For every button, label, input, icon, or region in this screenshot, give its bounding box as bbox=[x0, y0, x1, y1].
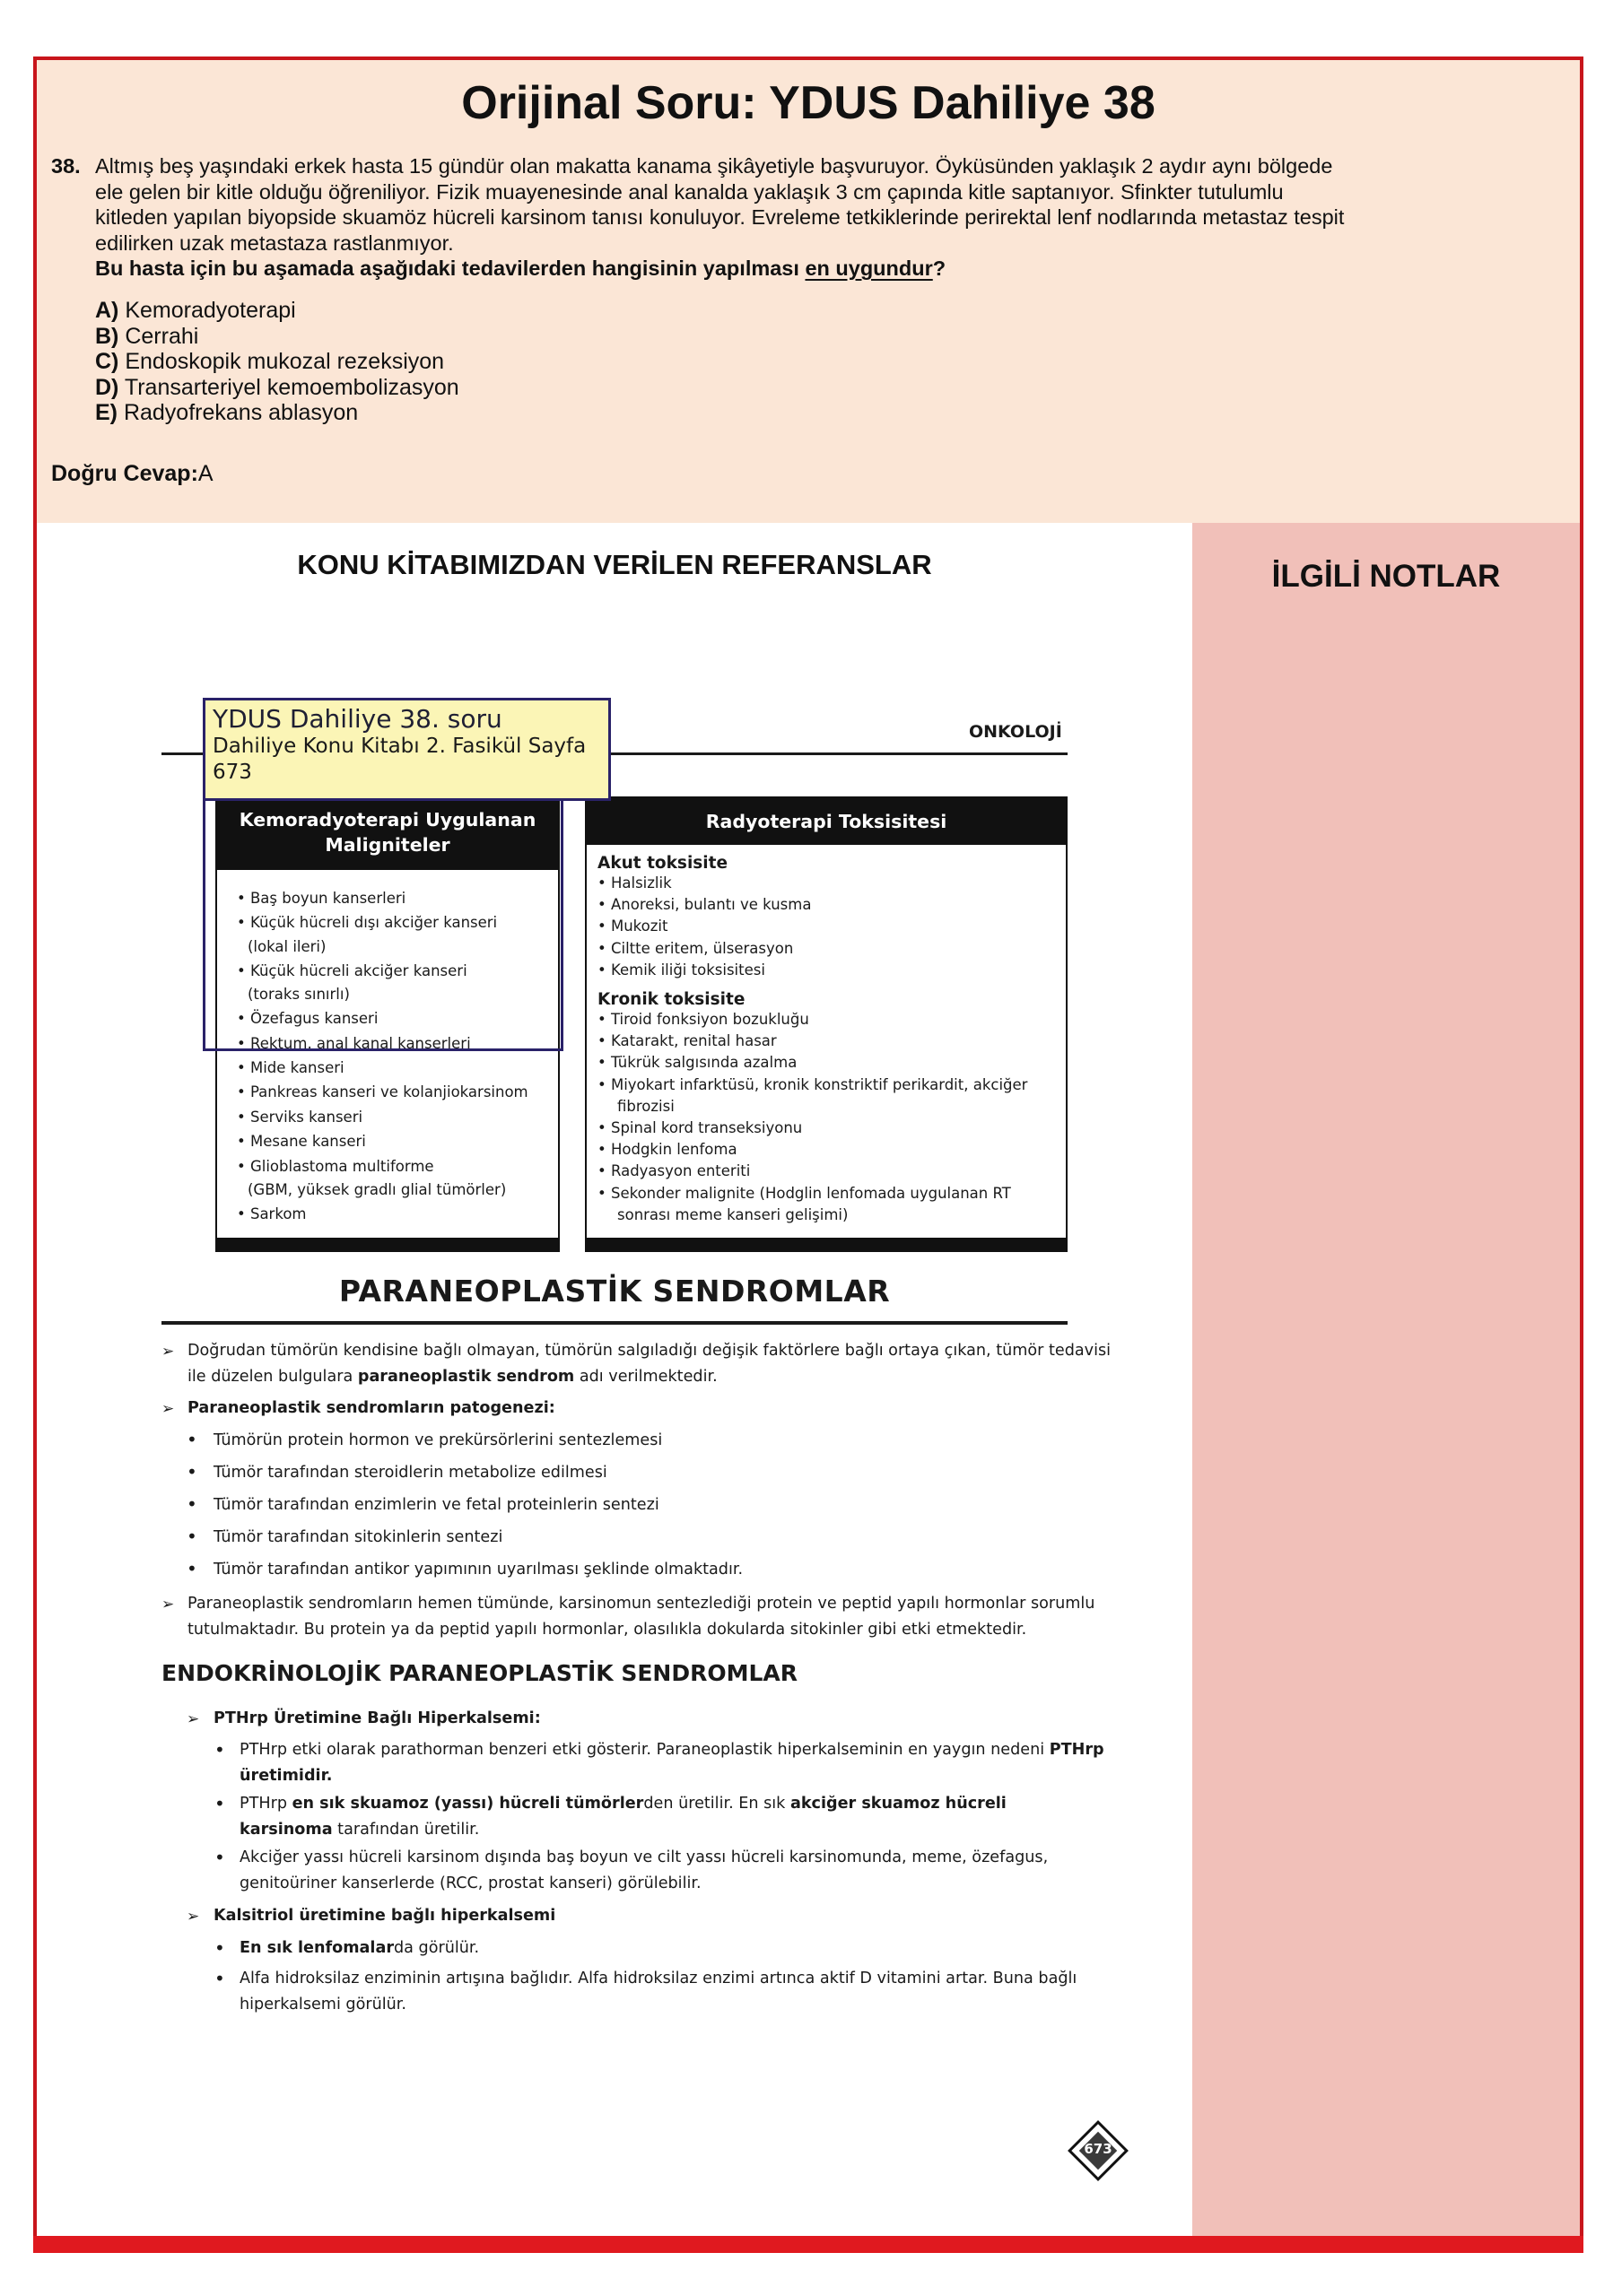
text-line: Doğrudan tümörün kendisine bağlı olmayan, tümörün salgıladığı değişik faktörlere bağlı ortaya çıkan, tümör tedavisi bbox=[187, 1342, 1112, 1360]
option-text: Endoskopik mukozal rezeksiyon bbox=[118, 349, 445, 374]
text-bold: Paraneoplastik sendromların patogenezi: bbox=[187, 1399, 555, 1417]
list-item: • Miyokart infarktüsü, kronik konstriktif perikardit, akciğer bbox=[597, 1075, 1028, 1093]
arrow-bullet-icon: ➢ bbox=[161, 1400, 175, 1418]
list-item-cont: (lokal ileri) bbox=[248, 937, 327, 955]
text-line bbox=[214, 1903, 555, 1929]
list-item: • Mesane kanseri bbox=[237, 1133, 366, 1151]
arrow-bullet-icon: ➢ bbox=[161, 1596, 175, 1613]
reference-highlight bbox=[203, 798, 563, 1051]
text-line bbox=[240, 1737, 1104, 1763]
list-item: • Rektum, anal kanal kanserleri bbox=[237, 1034, 471, 1052]
page-number: 673 bbox=[1084, 2141, 1112, 2157]
option-letter: C) bbox=[95, 349, 119, 374]
list-item: • Katarakt, renital hasar bbox=[597, 1032, 777, 1050]
question-text bbox=[51, 153, 1558, 282]
list-item: • Sekonder malignite (Hodglin lenfomada uygulanan RT bbox=[597, 1184, 1011, 1202]
option-text: Kemoradyoterapi bbox=[118, 298, 296, 323]
answer-label: Doğru Cevap: bbox=[51, 461, 198, 486]
text-line: Tümör tarafından steroidlerin metabolize edilmesi bbox=[214, 1464, 607, 1482]
option-b[interactable] bbox=[95, 324, 459, 350]
option-letter: B) bbox=[95, 323, 119, 349]
text-line bbox=[214, 1706, 541, 1732]
text-line bbox=[240, 1935, 479, 1961]
list-item: • Kemik iliği toksisitesi bbox=[597, 961, 765, 978]
bullet-icon: • bbox=[187, 1558, 197, 1579]
reference-label-page: 673 bbox=[213, 761, 252, 784]
text: da görülür. bbox=[394, 1939, 480, 1957]
endocrine-title: ENDOKRİNOLOJİK PARANEOPLASTİK SENDROMLAR bbox=[161, 1660, 798, 1686]
bullet-icon: • bbox=[187, 1493, 197, 1515]
text-line: genitoüriner kanserlerde (RCC, prostat kanseri) görülebilir. bbox=[240, 1874, 702, 1892]
option-e[interactable] bbox=[95, 400, 459, 426]
option-d[interactable] bbox=[95, 375, 459, 401]
bottom-bar bbox=[33, 2236, 1583, 2253]
section-label: ONKOLOJİ bbox=[969, 722, 1062, 742]
reference-label-line: Dahiliye Konu Kitabı 2. Fasikül Sayfa bbox=[213, 735, 587, 758]
option-a[interactable] bbox=[95, 298, 459, 324]
text: adı verilmektedir. bbox=[574, 1368, 718, 1386]
text: PTHrp bbox=[240, 1795, 292, 1813]
list-item: • Tiroid fonksiyon bozukluğu bbox=[597, 1011, 809, 1029]
list-item bbox=[597, 1205, 1066, 1226]
text-bold: paraneoplastik sendrom bbox=[357, 1368, 575, 1386]
question-line: Altmış beş yaşındaki erkek hasta 15 gündür olan makatta kanama şikâyetiyle başvuruyor. Öyküsünden yaklaşık 2 aydır aynı bölgede bbox=[95, 154, 1333, 178]
question-line: ele gelen bir kitle olduğu öğreniliyor. Fizik muayenesinde anal kanalda yaklaşık 3 cm çapında kitle saptanıyor. Sfinkter tutulumlu bbox=[95, 179, 1284, 204]
list-item: • Anoreksi, bulantı ve kusma bbox=[597, 896, 812, 914]
text-line bbox=[240, 1817, 479, 1843]
prompt-emphasis: en uygundur bbox=[805, 257, 933, 280]
text: den üretilir. En sık bbox=[643, 1795, 790, 1813]
list-item: • Küçük hücreli akciğer kanseri bbox=[237, 961, 467, 979]
list-item: • Spinal kord transeksiyonu bbox=[597, 1119, 803, 1137]
text-line bbox=[187, 1364, 718, 1390]
text-bold: Kalsitriol üretimine bağlı hiperkalsemi bbox=[214, 1907, 556, 1925]
text-line: Tümörün protein hormon ve prekürsörlerini sentezlemesi bbox=[214, 1431, 663, 1449]
list-item: • Hodgkin lenfoma bbox=[597, 1141, 737, 1159]
list-item-cont: fibrozisi bbox=[617, 1097, 675, 1115]
option-text: Radyofrekans ablasyon bbox=[118, 400, 359, 425]
question-number: 38. bbox=[51, 154, 81, 178]
bullet-icon: • bbox=[187, 1429, 197, 1450]
option-letter: E) bbox=[95, 400, 118, 425]
box-footer bbox=[217, 1238, 558, 1250]
list-item-cont: sonrası meme kanseri gelişimi) bbox=[617, 1205, 849, 1223]
answer-options bbox=[95, 298, 459, 426]
prompt-text: Bu hasta için bu aşamada aşağıdaki tedavilerden hangisinin yapılması bbox=[95, 257, 806, 280]
bullet-icon: • bbox=[187, 1526, 197, 1547]
option-letter: A) bbox=[95, 298, 119, 323]
list-item: • Halsizlik bbox=[597, 874, 672, 891]
text-bold: karsinoma bbox=[240, 1821, 333, 1839]
bullet-icon: • bbox=[214, 1847, 225, 1868]
box-header: Radyoterapi Toksisitesi bbox=[587, 798, 1066, 845]
bullet-icon: • bbox=[214, 1968, 225, 1989]
text-line: tutulmaktadır. Bu protein ya da peptid yapılı hormonlar, olasılıkla dokularda sitokinler gibi etki etmektedir. bbox=[187, 1621, 1027, 1639]
text-line: Akciğer yassı hücreli karsinom dışında baş boyun ve cilt yassı hücreli karsinomunda, meme, özefagus, bbox=[240, 1848, 1049, 1866]
list-item: • Radyasyon enteriti bbox=[597, 1162, 751, 1180]
list-item: • Özefagus kanseri bbox=[237, 1010, 379, 1028]
list-item bbox=[237, 1178, 558, 1202]
chronic-list bbox=[587, 1009, 1066, 1226]
text-line: hiperkalsemi görülür. bbox=[240, 1996, 406, 2013]
question-line: edilirken uzak metastaza rastlanmıyor. bbox=[95, 230, 454, 255]
chronic-title: Kronik toksisite bbox=[597, 990, 746, 1010]
bullet-icon: • bbox=[187, 1461, 197, 1483]
list-item: • Ciltte eritem, ülserasyon bbox=[597, 939, 794, 957]
correct-answer bbox=[51, 461, 214, 487]
text-line bbox=[240, 1791, 1007, 1817]
list-item: • Tükrük salgısında azalma bbox=[597, 1054, 798, 1072]
notes-title: İLGİLİ NOTLAR bbox=[1271, 559, 1501, 594]
list-item-cont: (toraks sınırlı) bbox=[248, 986, 350, 1004]
text-line bbox=[240, 1763, 332, 1789]
question-panel bbox=[37, 60, 1580, 523]
arrow-bullet-icon: ➢ bbox=[161, 1343, 175, 1361]
prompt-end: ? bbox=[932, 257, 946, 280]
option-c[interactable] bbox=[95, 349, 459, 375]
text-bold: üretimidir. bbox=[240, 1767, 333, 1785]
box-header-line: Kemoradyoterapi Uygulanan bbox=[239, 809, 536, 831]
arrow-bullet-icon: ➢ bbox=[187, 1908, 200, 1926]
text-line bbox=[187, 1396, 555, 1422]
list-item bbox=[597, 1096, 1066, 1118]
text: ile düzelen bulgulara bbox=[187, 1368, 358, 1386]
text-line: Paraneoplastik sendromların hemen tümünde, karsinomun sentezlediği protein ve peptid yapılı hormonlar sorumlu bbox=[187, 1595, 1095, 1613]
text-line: Alfa hidroksilaz enziminin artışına bağlıdır. Alfa hidroksilaz enzimi artınca aktif D vitamini artar. Buna bağlı bbox=[240, 1970, 1077, 1987]
list-item: • Mide kanseri bbox=[237, 1059, 344, 1077]
reference-label-title: YDUS Dahiliye 38. soru bbox=[213, 704, 502, 734]
arrow-bullet-icon: ➢ bbox=[187, 1710, 200, 1728]
list-item: • Glioblastoma multiforme bbox=[237, 1157, 434, 1175]
option-text: Transarteriyel kemoembolizasyon bbox=[118, 374, 459, 400]
list-item-cont: (GBM, yüksek gradlı glial tümörler) bbox=[248, 1181, 507, 1199]
list-item: • Baş boyun kanserleri bbox=[237, 890, 406, 907]
question-prompt bbox=[95, 256, 1558, 282]
question-line: kitleden yapılan biyopside skuamöz hücreli karsinom tanısı konuluyor. Evreleme tetkiklerinde perirektal lenf nodlarında metastaz tespit bbox=[95, 205, 1345, 229]
question-body bbox=[95, 153, 1558, 282]
paraneoplastic-title: PARANEOPLASTİK SENDROMLAR bbox=[338, 1274, 891, 1309]
notes-panel bbox=[1192, 523, 1580, 2236]
list-item: • Serviks kanseri bbox=[237, 1108, 363, 1126]
acute-title: Akut toksisite bbox=[597, 854, 728, 873]
box-footer bbox=[587, 1238, 1066, 1250]
text: PTHrp etki olarak parathorman benzeri etki gösterir. Paraneoplastik hiperkalseminin en yaygın nedeni bbox=[240, 1741, 1050, 1759]
text-line: Tümör tarafından enzimlerin ve fetal proteinlerin sentezi bbox=[214, 1496, 659, 1514]
text-bold: akciğer skuamoz hücreli bbox=[789, 1795, 1007, 1813]
list-item: • Sarkom bbox=[237, 1205, 307, 1223]
reference-label bbox=[203, 698, 611, 801]
radiotherapy-toxicity-box bbox=[585, 796, 1068, 1252]
text: tarafından üretilir. bbox=[332, 1821, 480, 1839]
option-text: Cerrahi bbox=[118, 323, 199, 349]
answer-value: A bbox=[197, 461, 214, 486]
list-item: • Küçük hücreli dışı akciğer kanseri bbox=[237, 914, 498, 932]
text-line: Tümör tarafından antikor yapımının uyarılması şeklinde olmaktadır. bbox=[214, 1561, 744, 1578]
text-bold: PTHrp bbox=[1049, 1741, 1104, 1759]
reference-title: KONU KİTABIMIZDAN VERİLEN REFERANSLAR bbox=[297, 549, 932, 580]
section-rule bbox=[161, 1321, 1068, 1325]
bullet-icon: • bbox=[214, 1739, 225, 1761]
text-bold: en sık skuamoz (yassı) hücreli tümörler bbox=[292, 1795, 644, 1813]
question-title: Orijinal Soru: YDUS Dahiliye 38 bbox=[461, 77, 1155, 129]
acute-list bbox=[587, 873, 1066, 981]
option-letter: D) bbox=[95, 374, 119, 400]
text-line: Tümör tarafından sitokinlerin sentezi bbox=[214, 1528, 503, 1546]
list-item: • Pankreas kanseri ve kolanjiokarsinom bbox=[237, 1083, 528, 1101]
text-bold: PTHrp Üretimine Bağlı Hiperkalsemi: bbox=[214, 1709, 541, 1727]
list-item: • Mukozit bbox=[597, 918, 668, 935]
bullet-icon: • bbox=[214, 1937, 225, 1959]
bullet-icon: • bbox=[214, 1793, 225, 1814]
text-bold: En sık lenfomalar bbox=[240, 1939, 395, 1957]
box-header-line: Maligniteler bbox=[325, 834, 450, 856]
